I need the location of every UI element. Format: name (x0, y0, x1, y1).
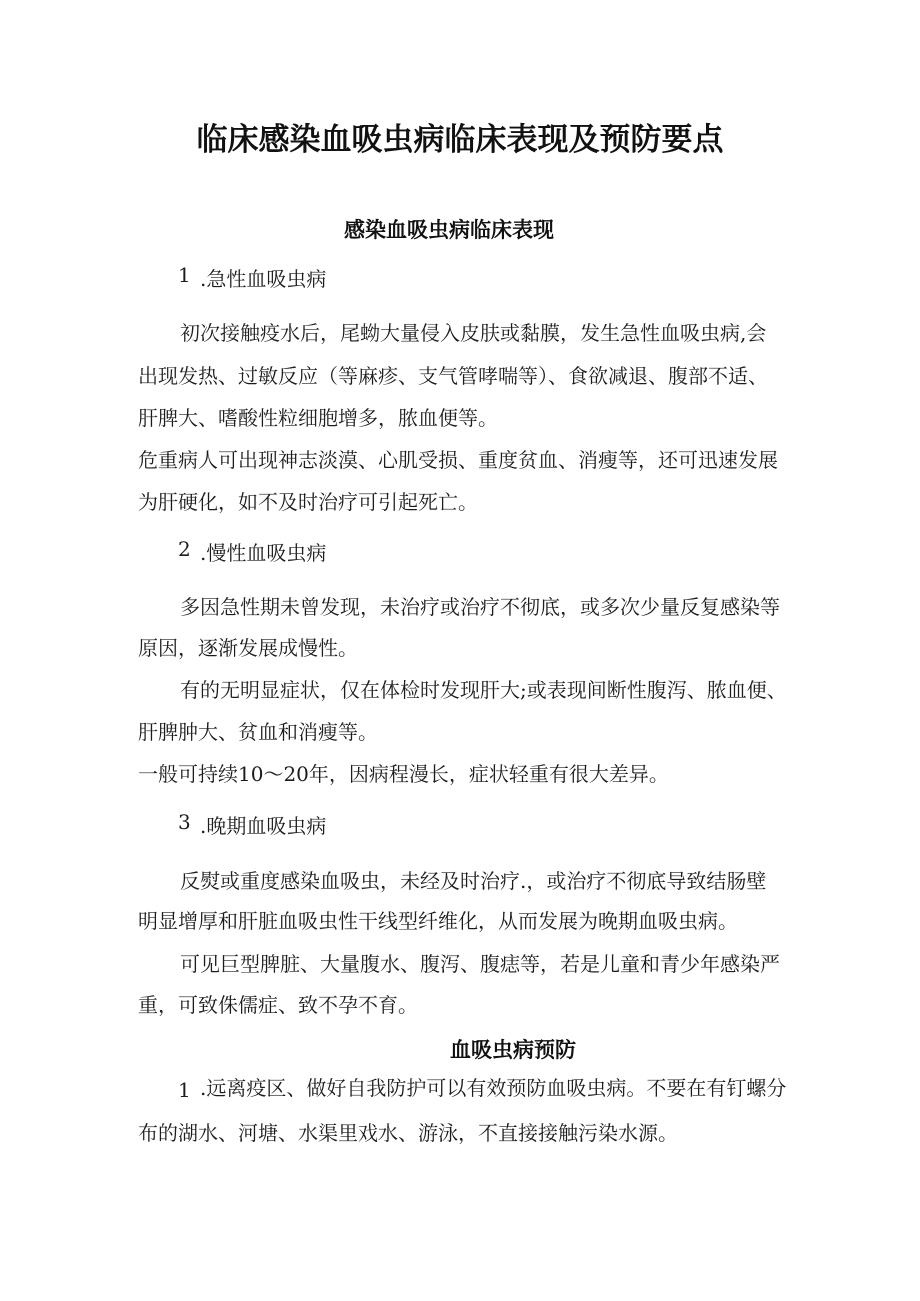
paragraph-line: 重，可致侏儒症、致不孕不育。 (138, 993, 418, 1017)
paragraph-line: 有的无明显症状，仅在体检时发现肝大;或表现间断性腹泻、脓血便、 (180, 678, 787, 702)
subheading-chronic: .慢性血吸虫病 (200, 541, 327, 565)
paragraph-line: 反熨或重度感染血吸虫，未经及时治疗.，或治疗不彻底导致结肠壁 (180, 869, 767, 893)
subheading-acute: .急性血吸虫病 (200, 267, 327, 291)
document-title: 临床感染血吸虫病临床表现及预防要点 (196, 122, 724, 158)
list-item-number: 1 (178, 1078, 191, 1102)
paragraph-line: 明显增厚和肝脏血吸虫性干线型纤维化，从而发展为晚期血吸虫病。 (138, 909, 738, 933)
subheading-number: 2 (178, 537, 191, 561)
paragraph-line: .远离疫区、做好自我防护可以有效预防血吸虫病。不要在有钉螺分 (200, 1076, 787, 1100)
paragraph-line: 出现发热、过敏反应（等麻疹、支气管哮喘等）、食欲减退、腹部不适、 (138, 364, 768, 388)
paragraph-line: 为肝硬化，如不及时治疗可引起死亡。 (138, 490, 478, 514)
paragraph-line: 初次接触疫水后，尾蚴大量侵入皮肤或黏膜，发生急性血吸虫病,会 (180, 321, 767, 345)
paragraph-line: 可见巨型脾脏、大量腹水、腹泻、腹痣等，若是儿童和青少年感染严 (180, 952, 780, 976)
paragraph-line: 肝脾肿大、贫血和消瘦等。 (138, 720, 378, 744)
subheading-late: .晚期血吸虫病 (200, 814, 327, 838)
paragraph-line: 肝脾大、嗜酸性粒细胞增多，脓血便等。 (138, 406, 498, 430)
paragraph-line: 原因，逐渐发展成慢性。 (138, 636, 358, 660)
paragraph-line: 布的湖水、河塘、水渠里戏水、游泳，不直接接触污染水源。 (138, 1121, 678, 1145)
section-heading-prevention: 血吸虫病预防 (450, 1038, 576, 1062)
paragraph-line: 一般可持续10～20年，因病程漫长，症状轻重有很大差异。 (138, 762, 669, 786)
paragraph-line: 多因急性期未曾发现，未治疗或治疗不彻底，或多次少量反复感染等 (180, 595, 780, 619)
section-heading-clinical: 感染血吸虫病临床表现 (344, 218, 554, 242)
subheading-number: 1 (178, 263, 191, 287)
subheading-number: 3 (178, 810, 191, 834)
paragraph-line: 危重病人可出现神志淡漠、心肌受损、重度贫血、消瘦等，还可迅速发展 (138, 448, 778, 472)
